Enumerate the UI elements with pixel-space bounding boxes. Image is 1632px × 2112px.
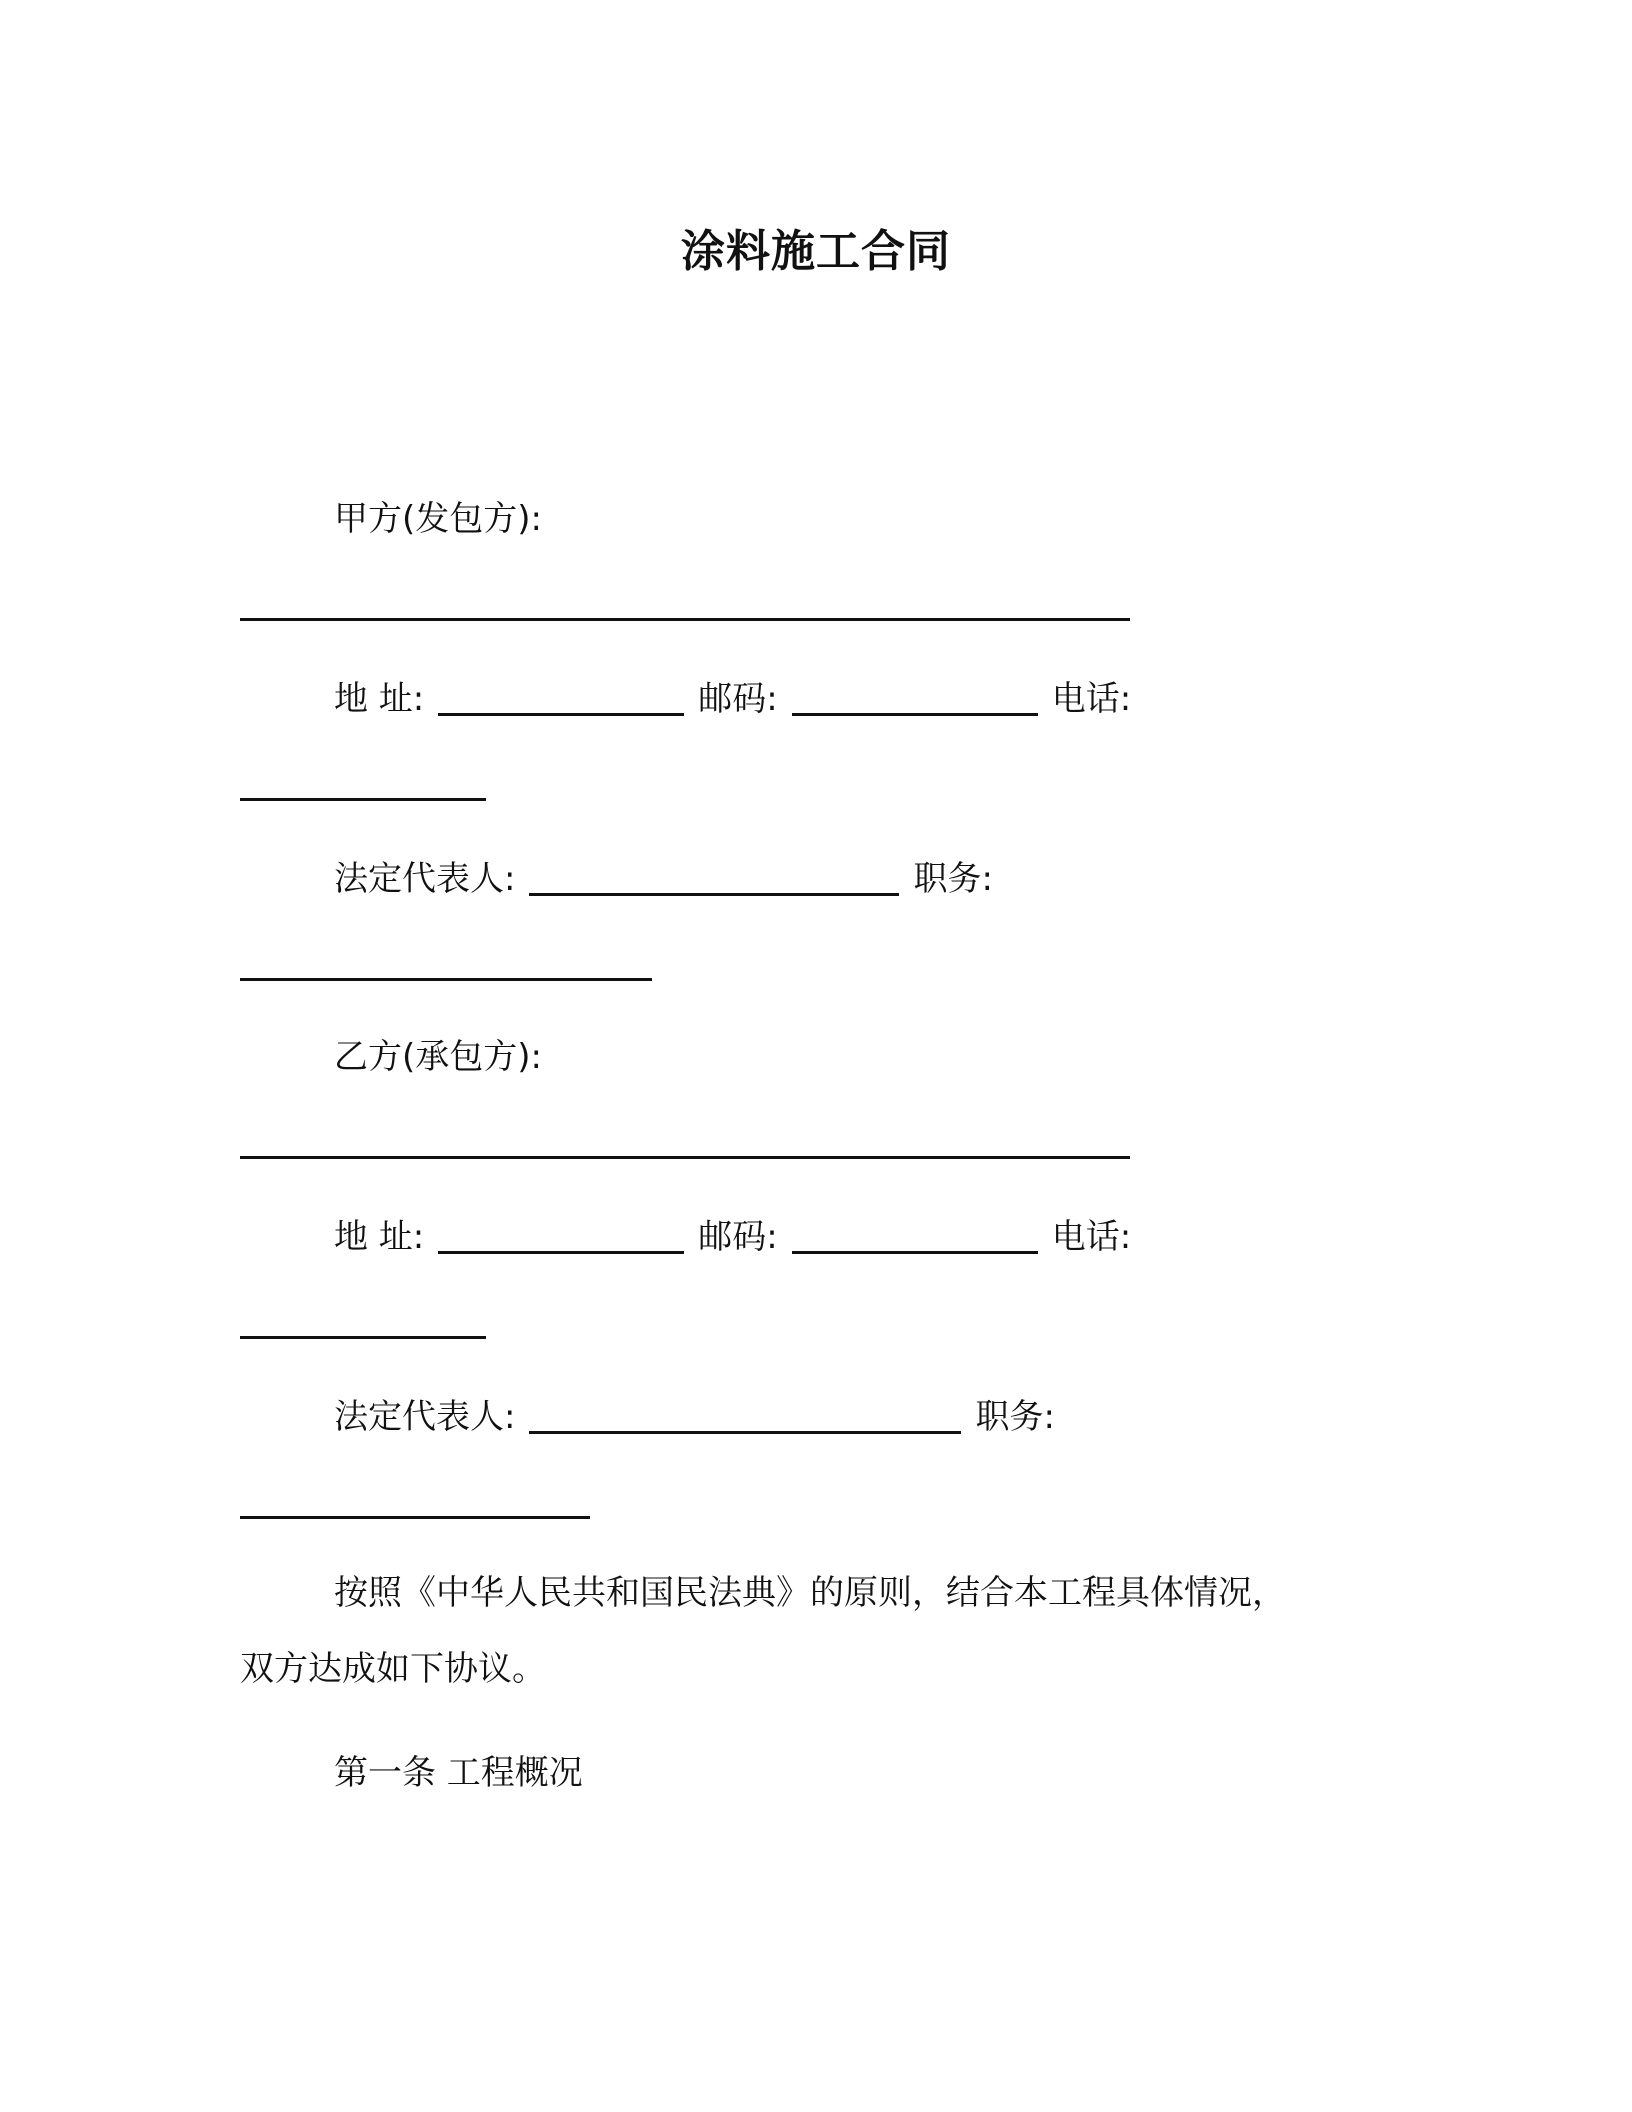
party-b-name-blank — [240, 1156, 1130, 1159]
party-a-address-blank — [438, 713, 684, 716]
document-title: 涂料施工合同 — [681, 226, 951, 277]
party-b-legal-rep-blank — [529, 1431, 961, 1434]
party-a-phone-blank — [240, 798, 486, 801]
party-a-contact-row — [334, 676, 1131, 722]
party-a-legal-rep-label: 法定代表人: — [334, 859, 516, 899]
party-a-heading: 甲方(发包方): — [334, 499, 542, 539]
party-a-position-blank — [240, 978, 652, 981]
party-b-postcode-label: 邮码: — [698, 1217, 778, 1257]
party-a-phone-label: 电话: — [1051, 679, 1132, 719]
party-a-name-blank — [240, 618, 1130, 621]
party-a-address-label: 地 址: — [334, 679, 425, 719]
party-a-legal-rep-blank — [529, 893, 899, 896]
party-b-address-blank — [438, 1251, 684, 1254]
party-b-legal-rep-label: 法定代表人: — [334, 1397, 516, 1437]
party-a-position-label: 职务: — [913, 859, 993, 899]
party-b-position-blank — [240, 1516, 590, 1519]
article-1-heading: 第一条 工程概况 — [334, 1753, 583, 1793]
party-b-rep-row — [334, 1394, 1055, 1440]
party-b-address-label: 地 址: — [334, 1217, 425, 1257]
party-a-rep-row — [334, 856, 993, 902]
preamble-line-2: 双方达成如下协议。 — [240, 1649, 546, 1689]
party-b-heading: 乙方(承包方): — [334, 1037, 542, 1077]
party-a-postcode-blank — [792, 713, 1038, 716]
party-b-phone-blank — [240, 1336, 486, 1339]
party-b-phone-label: 电话: — [1051, 1217, 1132, 1257]
party-a-postcode-label: 邮码: — [698, 679, 778, 719]
party-b-contact-row — [334, 1214, 1131, 1260]
preamble-line-1: 按照《中华人民共和国民法典》的原则，结合本工程具体情况， — [334, 1573, 1286, 1613]
party-b-position-label: 职务: — [975, 1397, 1055, 1437]
party-b-postcode-blank — [792, 1251, 1038, 1254]
